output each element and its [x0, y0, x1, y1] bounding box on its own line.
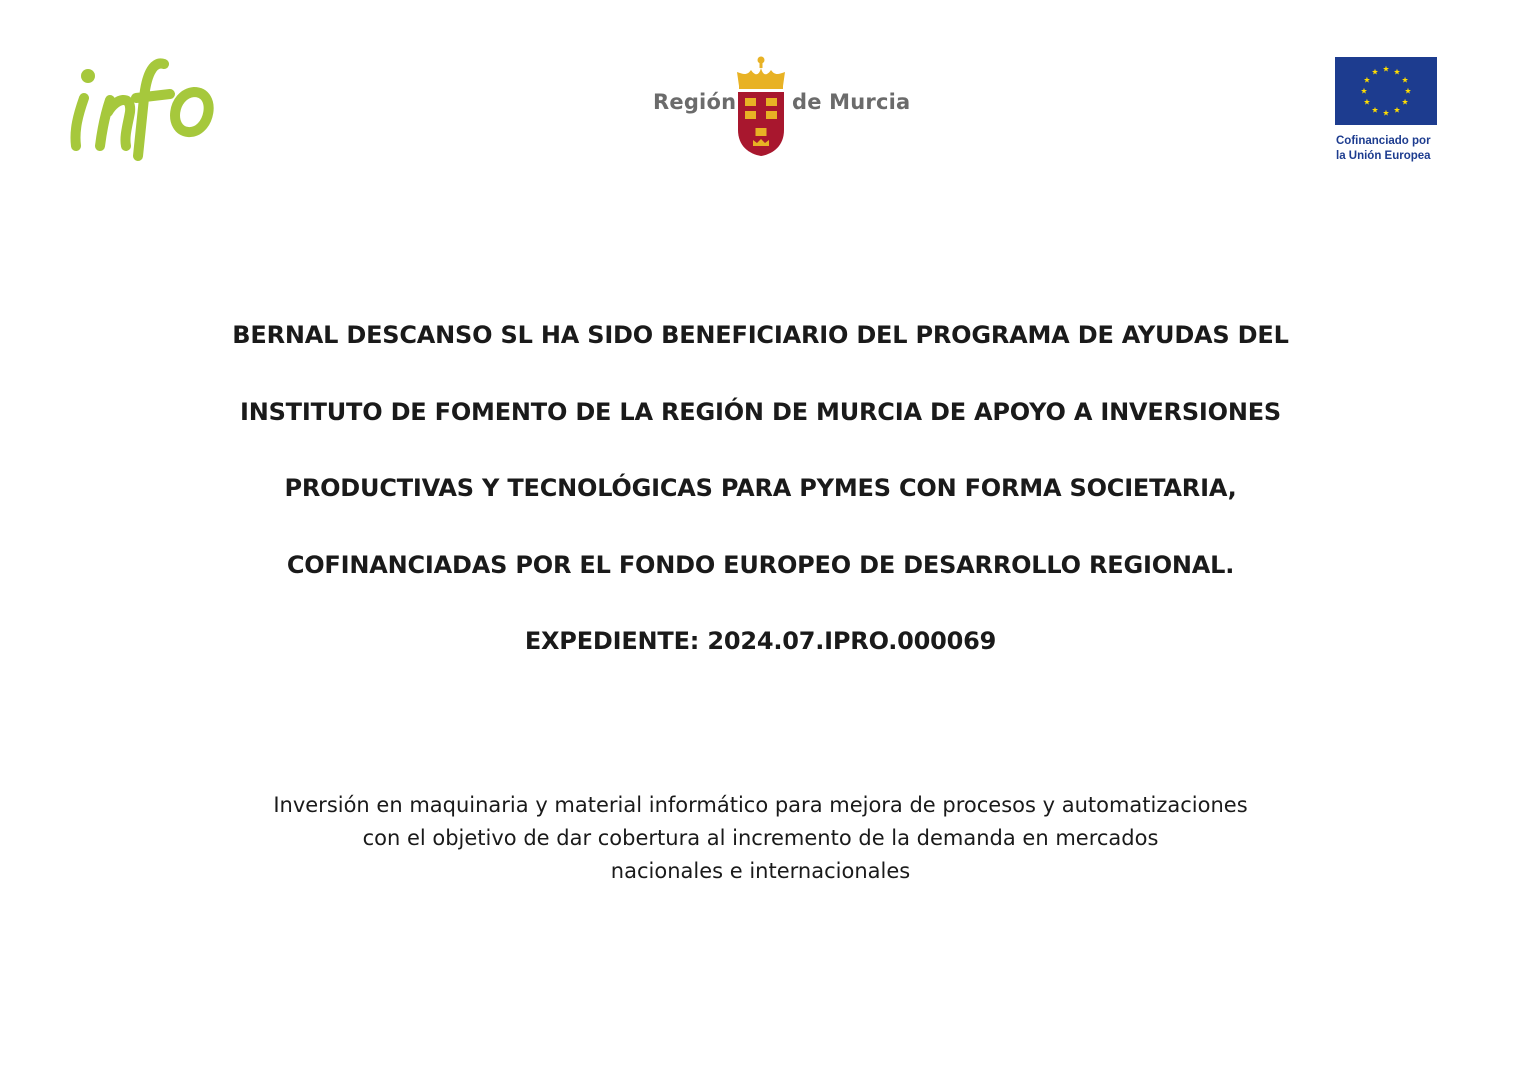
description-line: Inversión en maquinaria y material informático para mejora de procesos y automatizaciones: [273, 793, 1248, 817]
expediente-line: EXPEDIENTE: 2024.07.IPRO.000069: [524, 627, 997, 655]
region-murcia-logo: [650, 54, 910, 158]
description-line: nacionales e internacionales: [610, 859, 911, 883]
eu-caption-line-1: Cofinanciado por: [1336, 135, 1431, 147]
eu-flag-icon: [1335, 57, 1437, 125]
eu-cofinancing-logo: [1334, 57, 1444, 167]
murcia-coat-of-arms-icon: [733, 54, 789, 158]
de-murcia-word: de Murcia: [792, 90, 911, 114]
heading-line: BERNAL DESCANSO SL HA SIDO BENEFICIARIO DEL PROGRAMA DE AYUDAS DEL: [232, 321, 1289, 349]
beneficiary-heading: [120, 316, 1401, 660]
description-line: con el objetivo de dar cobertura al incremento de la demanda en mercados: [362, 826, 1159, 850]
investment-description: [160, 789, 1361, 888]
heading-line: COFINANCIADAS POR EL FONDO EUROPEO DE DESARROLLO REGIONAL.: [286, 550, 1235, 579]
eu-caption-line-2: la Unión Europea: [1336, 150, 1431, 162]
info-logo-graphic: [66, 50, 241, 168]
region-word: Región: [653, 90, 737, 114]
heading-line: INSTITUTO DE FOMENTO DE LA REGIÓN DE MURCIA DE APOYO A INVERSIONES: [239, 397, 1282, 426]
heading-line: PRODUCTIVAS Y TECNOLÓGICAS PARA PYMES CON FORMA SOCIETARIA,: [284, 474, 1237, 502]
eu-caption: [1336, 134, 1431, 164]
info-logo: [66, 50, 241, 168]
